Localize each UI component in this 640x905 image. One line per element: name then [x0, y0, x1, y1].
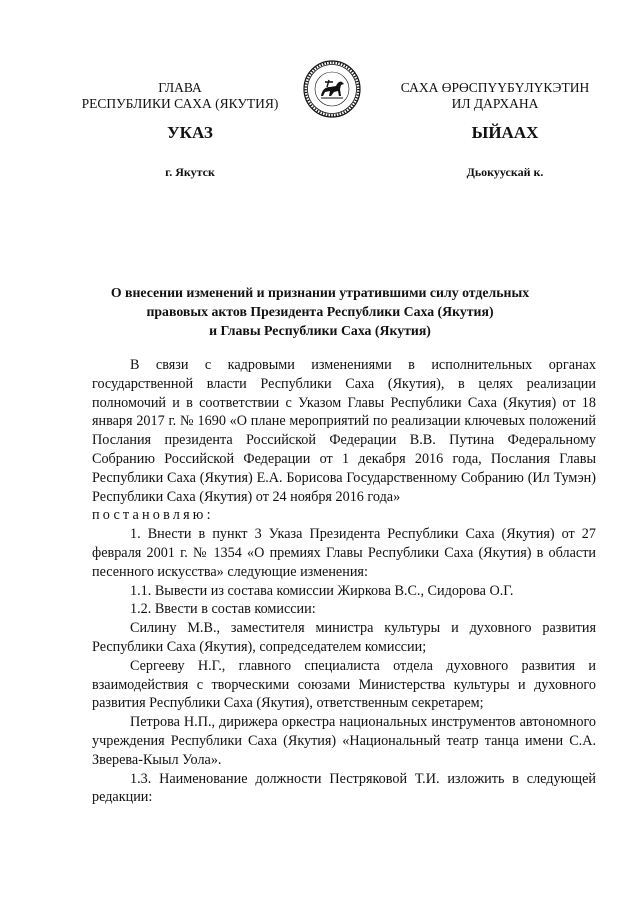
header-left-line2: РЕСПУБЛИКИ САХА (ЯКУТИЯ) [81, 96, 279, 111]
title-line2: правовых актов Президента Республики Саха (Якутия) [146, 304, 494, 319]
header-right-title [385, 80, 605, 112]
doc-type-sakha: ЫЙААХ [471, 123, 539, 142]
header-right-line1: САХА ӨРӨСПҮҮБҮЛҮКЭТИН [400, 80, 590, 95]
republic-coat-of-arms-icon [303, 60, 361, 118]
paragraph-petrov: Петрова Н.П., дирижера оркестра национальных инструментов автономного учреждения Республики Саха (Якутия) «Национальный театр танца имени С.А. Зверева-Кыыл Уола». [92, 714, 596, 768]
paragraph-item-1-2: 1.2. Ввести в состав комиссии: [130, 601, 316, 618]
title-line1: О внесении изменений и признании утратившими силу отдельных [110, 285, 530, 300]
city-ru: г. Якутск [165, 165, 215, 179]
paragraph-item-1-1: 1.1. Вывести из состава комиссии Жиркова В.С., Сидорова О.Г. [130, 582, 514, 599]
decree-word: постановляю: [92, 507, 214, 524]
doc-type-ru: УКАЗ [167, 123, 213, 142]
city-sakha: Дьокуускай к. [466, 165, 544, 179]
paragraph-silina: Силину М.В., заместителя министра культуры и духовного развития Республики Саха (Якутия), сопредседателем комиссии; [92, 620, 596, 655]
paragraph-sergeeva: Сергееву Н.Г., главного специалиста отдела духовного развития и взаимодействия с творческими союзами Министерства культуры и духовного развития Республики Саха (Якутия), ответственным секретарем; [92, 657, 596, 712]
document-body [92, 356, 596, 807]
paragraph-preamble: В связи с кадровыми изменениями в исполнительных органах государственной власти Республики Саха (Якутия), в целях реализации полномочий и в соответствии с Указом Главы Республики Саха (Якутия) от 18 января 2017 г. № 1690 «О плане мероприятий по реализации ключевых положений Послания президента Российской Федерации В.В. Путина Федеральному Собранию Российской Федерации от 1 декабря 2016 года, Послания Главы Республики Саха (Якутия) Е.А. Борисова Государственному Собранию (Ил Тумэн) Республики Саха (Якутия) от 24 ноября 2016 года» [92, 357, 596, 505]
header-right-line2: ИЛ ДАРХАНА [451, 96, 539, 111]
title-line3: и Главы Республики Саха (Якутия) [209, 323, 431, 338]
header-left-title [60, 80, 300, 112]
document-title [60, 283, 580, 340]
paragraph-item-1-3: 1.3. Наименование должности Пестряковой Т.И. изложить в следующей редакции: [92, 770, 596, 806]
paragraph-item-1: 1. Внести в пункт 3 Указа Президента Республики Саха (Якутия) от 27 февраля 2001 г. № 1354 «О премиях Главы Республики Саха (Якутия) в области песенного искусства» следующие изменения: [92, 526, 596, 580]
header-left-line1: ГЛАВА [158, 80, 202, 95]
